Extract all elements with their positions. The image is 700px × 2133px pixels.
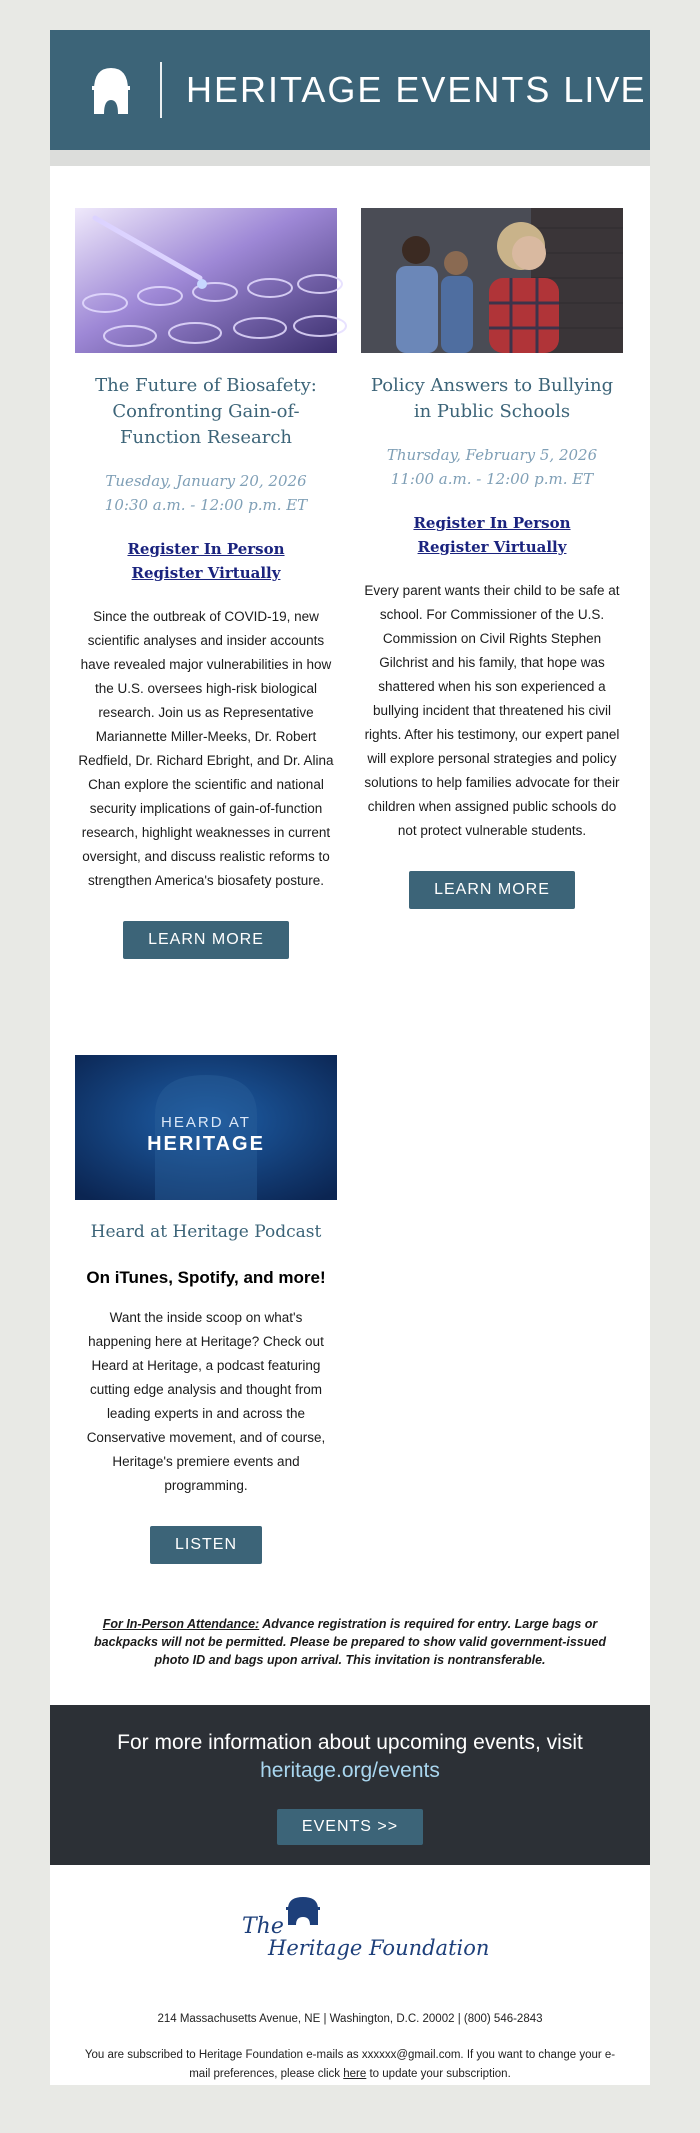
registration-links	[75, 537, 337, 585]
event-datetime	[75, 469, 337, 517]
notice-text: Advance registration is required for entry. Large bags or backpacks will not be permitted. Please be prepared to show valid government-issued photo ID and bags upon arrival. This invitation is nontransferable.	[94, 1617, 606, 1667]
logo-the: The	[242, 1914, 284, 1939]
podcast-image-line2: HERITAGE	[147, 1133, 265, 1155]
event-time: 11:00 a.m. - 12:00 p.m. ET	[390, 470, 594, 488]
header-title-live: LIVE	[563, 69, 646, 110]
learn-more-button[interactable]: LEARN MORE	[409, 871, 575, 909]
event-image-students-hallway[interactable]	[361, 208, 623, 353]
podcast-subtitle: On iTunes, Spotify, and more!	[86, 1268, 326, 1287]
header-divider	[160, 62, 162, 118]
podcast-image-heard-at-heritage[interactable]	[75, 1055, 337, 1200]
event-description: Every parent wants their child to be safe at school. For Commissioner of the U.S. Commission on Civil Rights Stephen Gilchrist and his family, that hope was shattered when his son experienced a bullying incident that threatened his civil rights. After his testimony, our expert panel will explore personal strategies and policy solutions to help families advocate for their children when assigned public schools do not protect vulnerable students.	[364, 583, 620, 838]
event-description: Since the outbreak of COVID-19, new scientific analyses and insider accounts have revealed major vulnerabilities in how the U.S. oversees high-risk biological research. Join us as Representative Mariannette Miller-Meeks, Dr. Robert Redfield, Dr. Richard Ebright, and Dr. Alina Chan explore the scientific and national security implications of gain-of-function research, highlight weaknesses in current oversight, and discuss realistic reforms to strengthen America's biosafety posture.	[78, 609, 334, 888]
header-title-main: HERITAGE EVENTS	[186, 69, 552, 110]
subscription-text-before: You are subscribed to Heritage Foundation e-mails as xxxxxx@gmail.com. If you want to change your e-mail preferences, please click	[84, 2049, 616, 2080]
podcast-card	[75, 1055, 337, 1564]
events-button[interactable]: EVENTS >>	[277, 1809, 423, 1845]
in-person-attendance-notice	[75, 1615, 625, 1669]
liberty-bell-icon	[88, 64, 134, 114]
event-title: The Future of Biosafety: Confronting Gain-of-Function Research	[95, 375, 317, 448]
notice-label: For In-Person Attendance:	[102, 1617, 260, 1631]
event-time: 10:30 a.m. - 12:00 p.m. ET	[104, 496, 308, 514]
register-in-person-link[interactable]: Register In Person	[413, 514, 571, 532]
podcast-title: Heard at Heritage Podcast	[90, 1222, 322, 1242]
podcast-description: Want the inside scoop on what's happening here at Heritage? Check out Heard at Heritage, a podcast featuring cutting edge analysis and thought from leading experts in and across the Conservative movement, and of course, Heritage's premiere events and programming.	[86, 1310, 326, 1493]
logo-name: Heritage Foundation	[268, 1936, 490, 1960]
register-in-person-link[interactable]: Register In Person	[127, 540, 285, 558]
learn-more-button[interactable]: LEARN MORE	[123, 921, 289, 959]
preferences-here-link[interactable]: here	[343, 2068, 367, 2080]
heritage-foundation-logo[interactable]	[240, 1895, 490, 1961]
footer-address: 214 Massachusetts Avenue, NE | Washington, D.C. 20002 | (800) 546-2843	[157, 2013, 543, 2025]
subscription-text-after: to update your subscription.	[366, 2068, 511, 2080]
event-date: Tuesday, January 20, 2026	[105, 472, 307, 490]
register-virtually-link[interactable]: Register Virtually	[417, 538, 567, 556]
header-title	[186, 70, 645, 110]
header-separator-bar	[50, 150, 650, 166]
podcast-image-line1: HEARD AT	[161, 1114, 251, 1131]
more-info-band	[50, 1705, 650, 1865]
header-banner	[50, 30, 650, 150]
event-card-biosafety	[75, 208, 337, 959]
registration-links	[361, 511, 623, 559]
subscription-text	[75, 2046, 625, 2084]
email-sheet	[50, 30, 650, 2085]
event-title: Policy Answers to Bullying in Public Schools	[370, 375, 614, 422]
event-card-bullying	[361, 208, 623, 909]
more-info-text: For more information about upcoming events, visit	[117, 1731, 583, 1754]
event-date: Thursday, February 5, 2026	[386, 446, 598, 464]
event-datetime	[361, 443, 623, 491]
register-virtually-link[interactable]: Register Virtually	[131, 564, 281, 582]
more-info-link[interactable]: heritage.org/events	[260, 1759, 440, 1782]
event-image-lab-test-tubes[interactable]	[75, 208, 337, 353]
listen-button[interactable]: LISTEN	[150, 1526, 262, 1564]
